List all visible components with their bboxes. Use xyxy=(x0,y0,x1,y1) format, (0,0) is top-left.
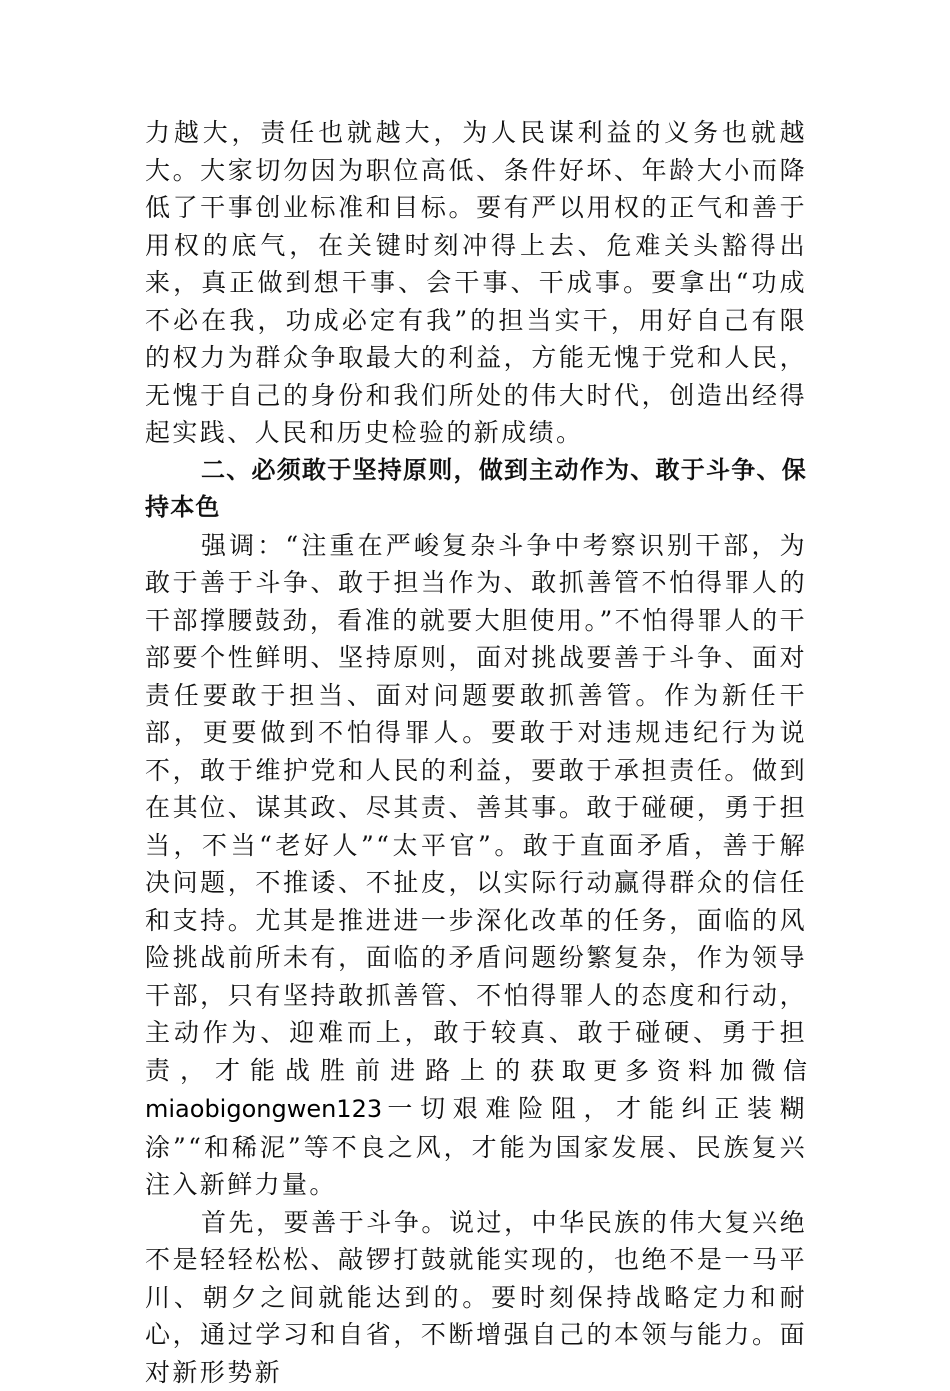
watermark-text: 获取更多资料加微信 miaobigongwen123 xyxy=(145,1057,807,1124)
paragraph-dare-to-struggle xyxy=(145,527,807,1204)
paragraph-good-at-struggle: 首先，要善于斗争。说过，中华民族的伟大复兴绝不是轻轻松松、敲锣打鼓就能实现的，也绝不是一马平川、朝夕之间就能达到的。要时刻保持战略定力和耐心，通过学习和自省，不断增强自己的本领与能力。面对新形势新 xyxy=(145,1204,807,1391)
section-heading-2: 二、必须敢于坚持原则，做到主动作为、敢于斗争、保持本色 xyxy=(145,452,807,527)
paragraph-responsibility: 力越大，责任也就越大，为人民谋利益的义务也就越大。大家切勿因为职位高低、条件好坏、年龄大小而降低了干事创业标准和目标。要有严以用权的正气和善于用权的底气，在关键时刻冲得上去、危难关头豁得出来，真正做到想干事、会干事、干成事。要拿出“功成不必在我，功成必定有我”的担当实干，用好自己有限的权力为群众争取最大的利益，方能无愧于党和人民，无愧于自己的身份和我们所处的伟大时代，创造出经得起实践、人民和历史检验的新成绩。 xyxy=(145,114,807,452)
paragraph-text-after: 一切艰难险阻，才能纠正装糊涂”“和稀泥”等不良之风，才能为国家发展、民族复兴注入新鲜力量。 xyxy=(145,1094,807,1199)
document-body xyxy=(145,114,807,1391)
paragraph-text-before: 强调：“注重在严峻复杂斗争中考察识别干部，为敢于善于斗争、敢于担当作为、敢抓善管不怕得罪人的干部撑腰鼓劲，看准的就要大胆使用。”不怕得罪人的干部要个性鲜明、坚持原则，面对挑战要善于斗争、面对责任要敢于担当、面对问题要敢抓善管。作为新任干部，更要做到不怕得罪人。要敢于对违规违纪行为说不，敢于维护党和人民的利益，要敢于承担责任。做到在其位、谋其政、尽其责、善其事。敢于碰硬，勇于担当，不当“老好人”“太平官”。敢于直面矛盾，善于解决问题，不推诿、不扯皮，以实际行动赢得群众的信任和支持。尤其是推进进一步深化改革的任务，面临的风险挑战前所未有，面临的矛盾问题纷繁复杂，作为领导干部，只有坚持敢抓善管、不怕得罪人的态度和行动，主动作为、迎难而上，敢于较真、敢于碰硬、勇于担责，才能战胜前进路上的 xyxy=(145,531,807,1085)
